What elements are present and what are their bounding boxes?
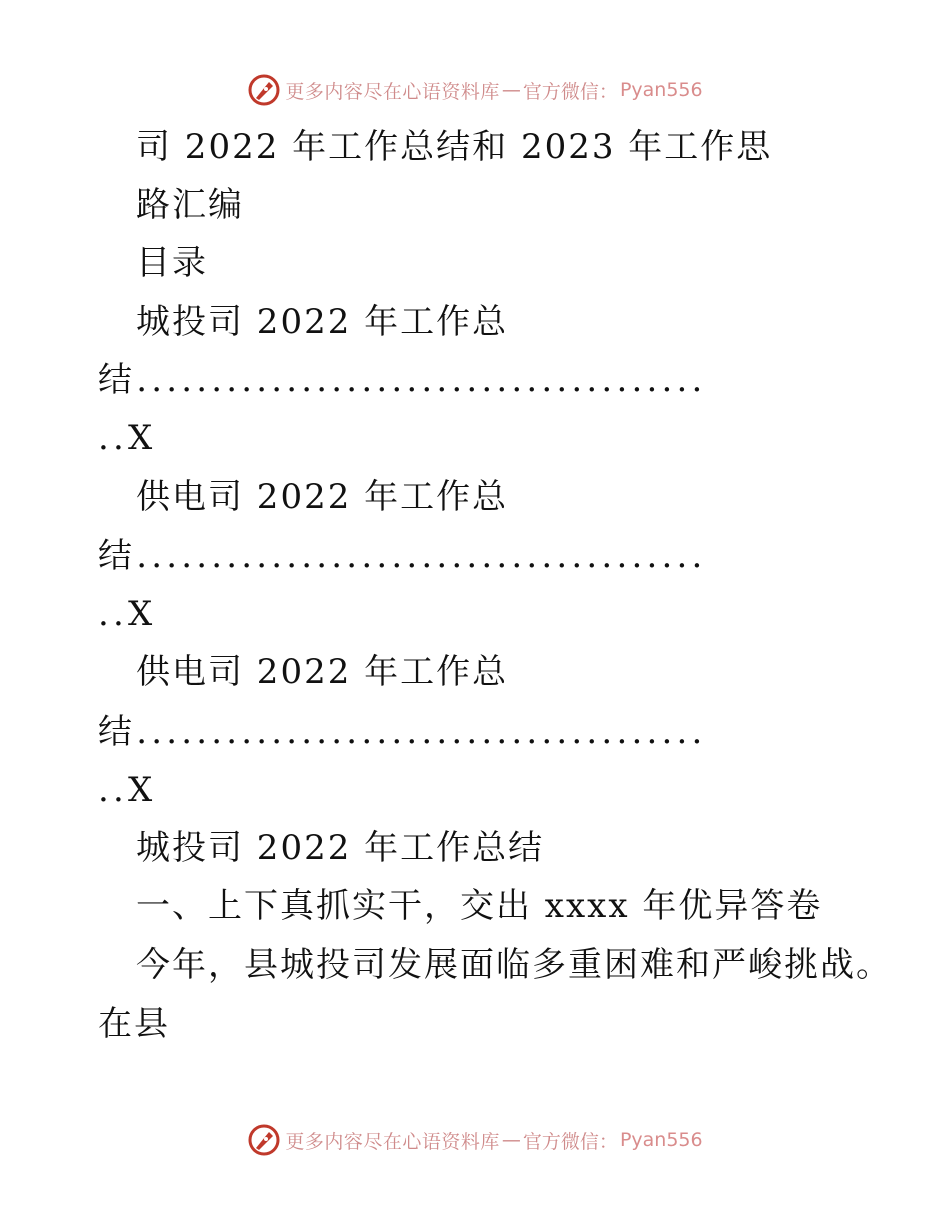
watermark-wechat-id: Pyan556 xyxy=(619,79,703,101)
watermark-text: 更多内容尽在心语资料库 xyxy=(285,80,500,103)
watermark-dash: — xyxy=(501,79,521,101)
toc-entry-3-leader: 结...................................... xyxy=(98,712,707,752)
toc-entry-2-page: ..X xyxy=(98,594,157,634)
paragraph-line-1: 今年，县城投司发展面临多重困难和严峻挑战。 xyxy=(136,945,892,985)
pen-nib-logo-icon xyxy=(247,73,281,107)
toc-heading: 目录 xyxy=(136,243,208,283)
toc-entry-1-page: ..X xyxy=(98,418,157,458)
doc-title-line-1: 司 2022 年工作总结和 2023 年工作思 xyxy=(136,127,773,167)
toc-entry-3-page: ..X xyxy=(98,770,157,810)
watermark-wechat-id: Pyan556 xyxy=(619,1129,703,1151)
watermark-dash: — xyxy=(501,1129,521,1151)
heading-1: 一、上下真抓实干，交出 xxxx 年优异答卷 xyxy=(136,886,823,926)
section-title: 城投司 2022 年工作总结 xyxy=(136,828,545,868)
paragraph-line-2: 在县 xyxy=(98,1004,170,1044)
toc-entry-1-title: 城投司 2022 年工作总 xyxy=(136,302,509,342)
watermark-text: 更多内容尽在心语资料库 xyxy=(285,1130,500,1153)
doc-title-line-2: 路汇编 xyxy=(136,185,244,225)
toc-entry-1-leader: 结...................................... xyxy=(98,360,707,400)
toc-entry-3-title: 供电司 2022 年工作总 xyxy=(136,652,509,692)
watermark-label: 官方微信： xyxy=(522,1130,618,1153)
watermark-footer xyxy=(0,1122,950,1158)
pen-nib-logo-icon xyxy=(247,1123,281,1157)
watermark-label: 官方微信： xyxy=(522,80,618,103)
toc-entry-2-title: 供电司 2022 年工作总 xyxy=(136,477,509,517)
toc-entry-2-leader: 结...................................... xyxy=(98,536,707,576)
watermark-header xyxy=(0,72,950,108)
